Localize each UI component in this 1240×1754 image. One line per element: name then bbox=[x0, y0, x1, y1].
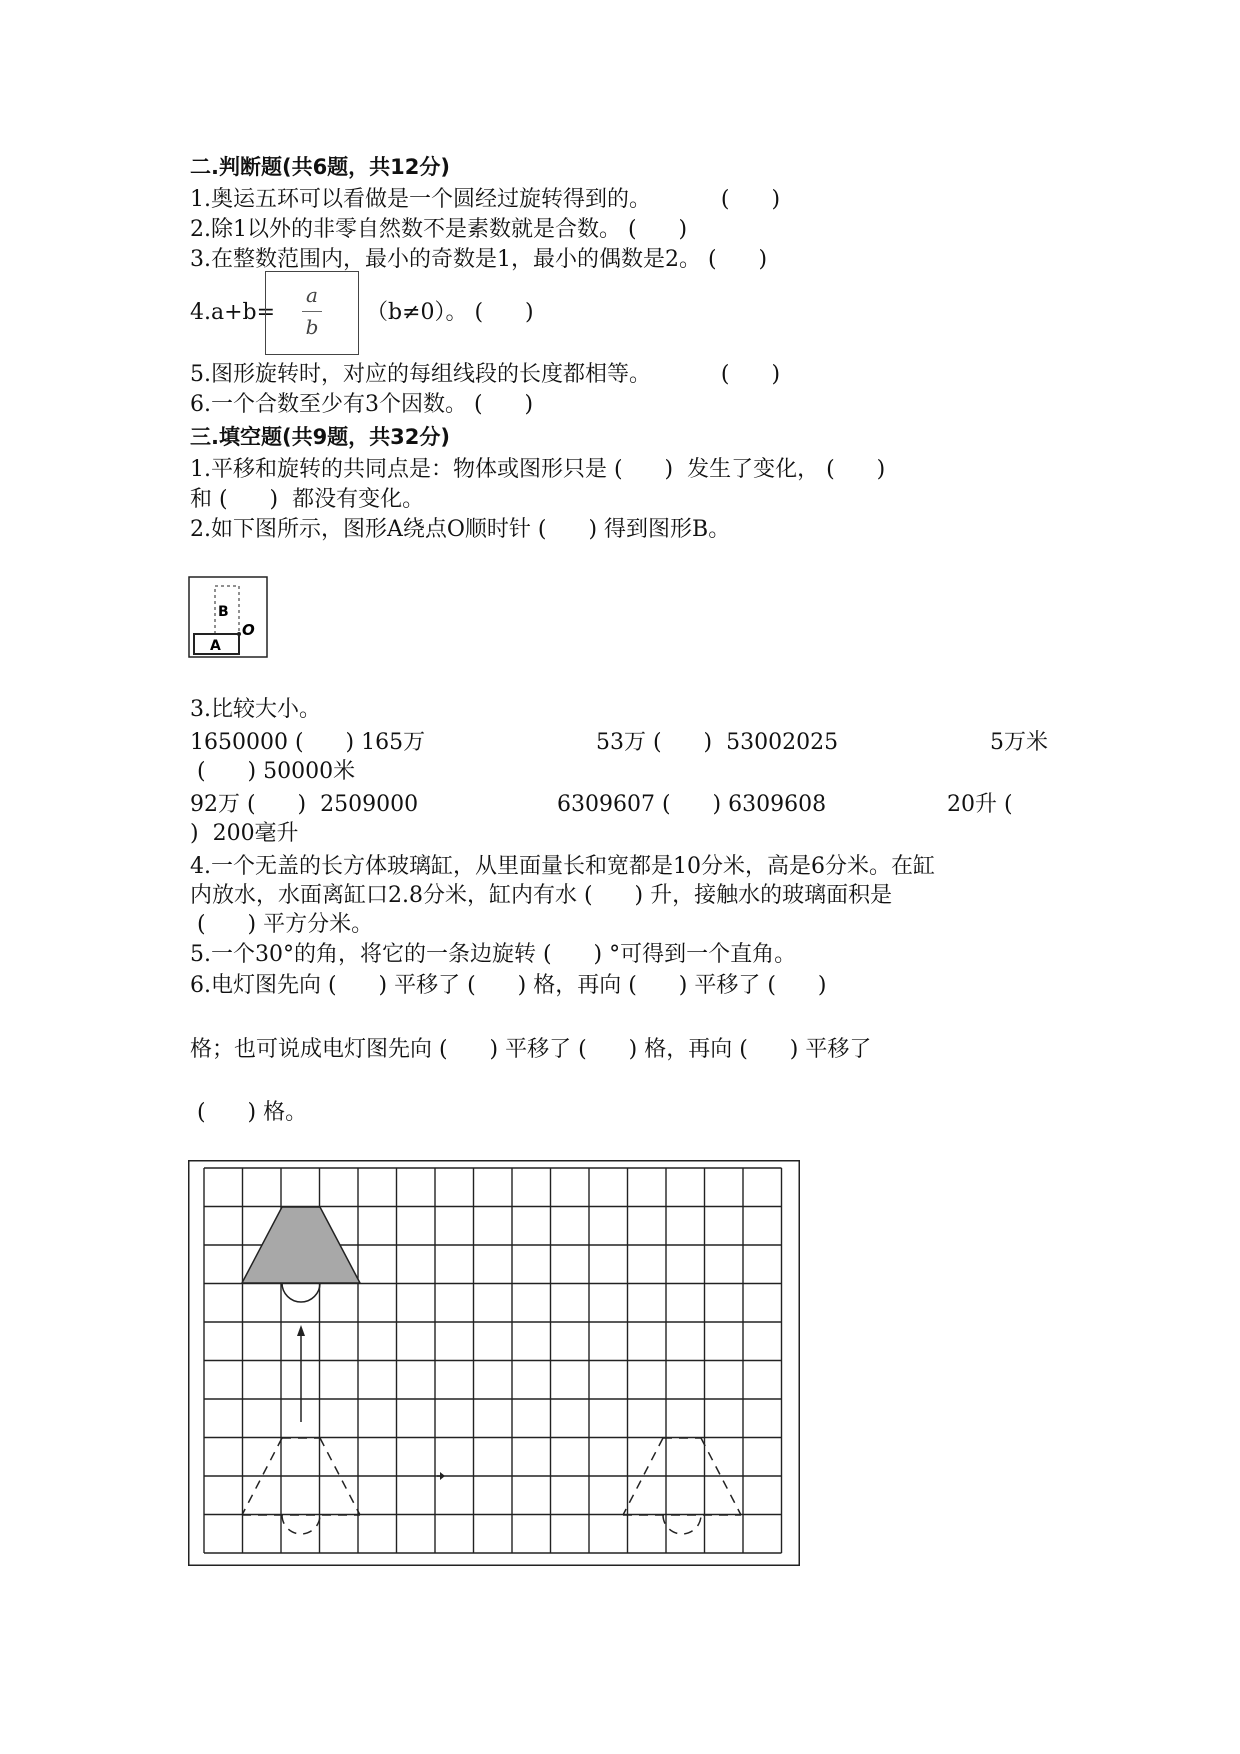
fill-q4-line1: 4.一个无盖的长方体玻璃缸，从里面量长和宽都是10分米，高是6分米。在缸 bbox=[190, 854, 935, 879]
compare-6-cont: ) 200毫升 bbox=[190, 821, 299, 846]
lamp-dashed-right bbox=[623, 1438, 741, 1534]
judge-q4-prefix: 4.a+b= bbox=[190, 300, 276, 325]
compare-2: 53万 ( ) 53002025 bbox=[596, 730, 839, 755]
label-a: A bbox=[210, 638, 221, 654]
compare-5: 6309607 ( ) 6309608 bbox=[557, 792, 827, 817]
fill-q5: 5.一个30°的角，将它的一条边旋转 ( ) °可得到一个直角。 bbox=[190, 942, 797, 967]
compare-3-cont: ( ) 50000米 bbox=[190, 759, 356, 784]
fraction-box bbox=[265, 271, 359, 355]
arrow-up-head bbox=[297, 1325, 305, 1336]
fill-q4-line2: 内放水，水面离缸口2.8分米，缸内有水 ( ) 升，接触水的玻璃面积是 bbox=[190, 883, 893, 908]
point-o bbox=[237, 632, 241, 636]
fraction-numerator: a bbox=[306, 283, 318, 307]
lamp-grid-figure bbox=[188, 1160, 800, 1566]
lamp-bulb bbox=[282, 1283, 320, 1302]
rotation-figure bbox=[188, 576, 268, 658]
compare-3: 5万米 bbox=[990, 730, 1048, 755]
compare-4: 92万 ( ) 2509000 bbox=[190, 792, 419, 817]
fill-q6-line1: 6.电灯图先向 ( ) 平移了 ( ) 格，再向 ( ) 平移了 ( ) bbox=[190, 973, 827, 998]
fill-q2: 2.如下图所示，图形A绕点O顺时针 ( ) 得到图形B。 bbox=[190, 517, 731, 542]
judge-q3: 3.在整数范围内，最小的奇数是1，最小的偶数是2。 ( ) bbox=[190, 247, 768, 272]
judge-q1: 1.奥运五环可以看做是一个圆经过旋转得到的。 ( ) bbox=[190, 187, 781, 212]
fill-q6-line2: 格；也可说成电灯图先向 ( ) 平移了 ( ) 格，再向 ( ) 平移了 bbox=[190, 1037, 872, 1062]
judge-q5: 5.图形旋转时，对应的每组线段的长度都相等。 ( ) bbox=[190, 362, 781, 387]
fill-q6-line3: ( ) 格。 bbox=[190, 1100, 308, 1125]
compare-1: 1650000 ( ) 165万 bbox=[190, 730, 426, 755]
fill-q1-line2: 和 ( ) 都没有变化。 bbox=[190, 487, 425, 512]
judge-q6: 6.一个合数至少有3个因数。 ( ) bbox=[190, 392, 534, 417]
label-o: O bbox=[242, 621, 255, 639]
fill-q1-line1: 1.平移和旋转的共同点是：物体或图形只是 ( ) 发生了变化， ( ) bbox=[190, 457, 886, 482]
compare-6: 20升 ( bbox=[947, 792, 1013, 817]
judge-q4-suffix: （b≠0）。 ( ) bbox=[366, 300, 534, 325]
fill-q4-line3: ( ) 平方分米。 bbox=[190, 912, 374, 937]
fill-q3-title: 3.比较大小。 bbox=[190, 697, 321, 722]
label-b: B bbox=[218, 604, 229, 620]
section3-title: 三.填空题(共9题，共32分) bbox=[190, 425, 451, 449]
lamp-dashed-left bbox=[242, 1438, 360, 1534]
arrow-right-head bbox=[440, 1472, 445, 1480]
judge-q2: 2.除1以外的非零自然数不是素数就是合数。 ( ) bbox=[190, 217, 688, 242]
fraction-denominator: b bbox=[305, 315, 319, 339]
section2-title: 二.判断题(共6题，共12分) bbox=[190, 155, 451, 179]
fraction-bar bbox=[302, 311, 322, 312]
